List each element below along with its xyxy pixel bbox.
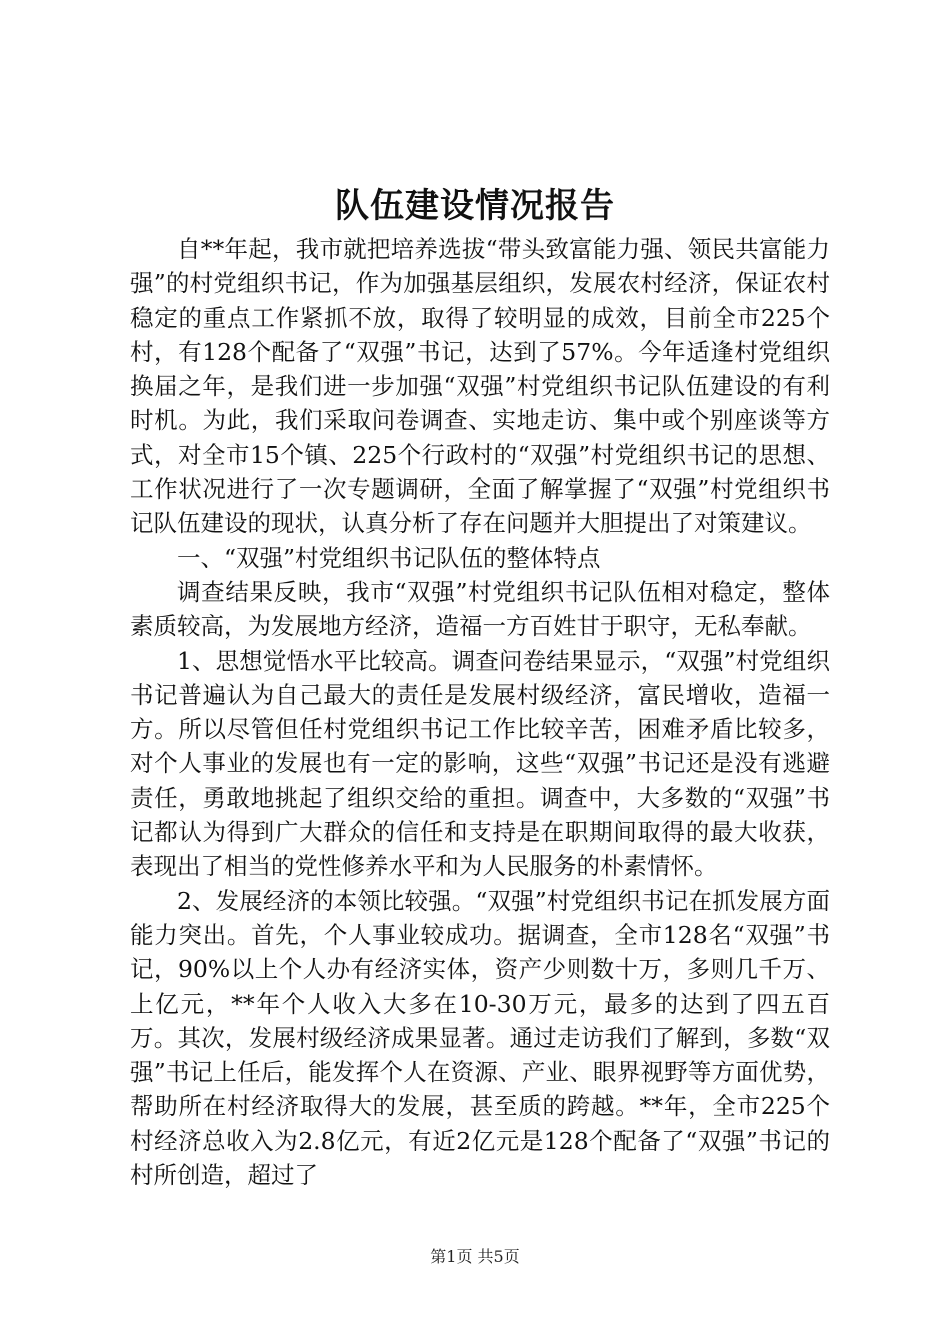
page-footer: 第1页 共5页 [430,1247,520,1266]
paragraph-survey-summary: 调查结果反映，我市“双强”村党组织书记队伍相对稳定，整体素质较高，为发展地方经济，造福一方百姓甘于职守，无私奉献。 [130,577,830,641]
section-heading: 一、“双强”村党组织书记队伍的整体特点 [177,543,601,572]
paragraph-point-1: 1、思想觉悟水平比较高。调查问卷结果显示，“双强”村党组织书记普遍认为自己最大的责任是发展村级经济，富民增收，造福一方。所以尽管但任村党组织书记工作比较辛苦，困难矛盾比较多，对个人事业的发展也有一定的影响，这些“双强”书记还是没有逃避责任，勇敢地挑起了组织交给的重担。调查中，大多数的“双强”书记都认为得到广大群众的信任和支持是在职期间取得的最大收获，表现出了相当的党性修养水平和为人民服务的朴素情怀。 [130,646,830,881]
paragraph-intro: 自**年起，我市就把培养选拔“带头致富能力强、领民共富能力强”的村党组织书记，作为加强基层组织，发展农村经济，保证农村稳定的重点工作紧抓不放，取得了较明显的成效，目前全市225个村，有128个配备了“双强”书记，达到了57%。今年适逢村党组织换届之年，是我们进一步加强“双强”村党组织书记队伍建设的有利时机。为此，我们采取问卷调查、实地走访、集中或个别座谈等方式，对全市15个镇、225个行政村的“双强”村党组织书记的思想、工作状况进行了一次专题调研，全面了解掌握了“双强”村党组织书记队伍建设的现状，认真分析了存在问题并大胆提出了对策建议。 [130,235,830,538]
document-body [130,232,830,1192]
document-title: 队伍建设情况报告 [335,186,615,226]
paragraph-point-2: 2、发展经济的本领比较强。“双强”村党组织书记在抓发展方面能力突出。首先，个人事业较成功。据调查，全市128名“双强”书记，90%以上个人办有经济实体，资产少则数十万，多则几千万、上亿元，**年个人收入大多在10-30万元，最多的达到了四五百万。其次，发展村级经济成果显著。通过走访我们了解到，多数“双强”书记上任后，能发挥个人在资源、产业、眼界视野等方面优势，帮助所在村经济取得大的发展，甚至质的跨越。**年，全市225个村经济总收入为2.8亿元，有近2亿元是128个配备了“双强”书记的村所创造，超过了 [130,886,830,1190]
